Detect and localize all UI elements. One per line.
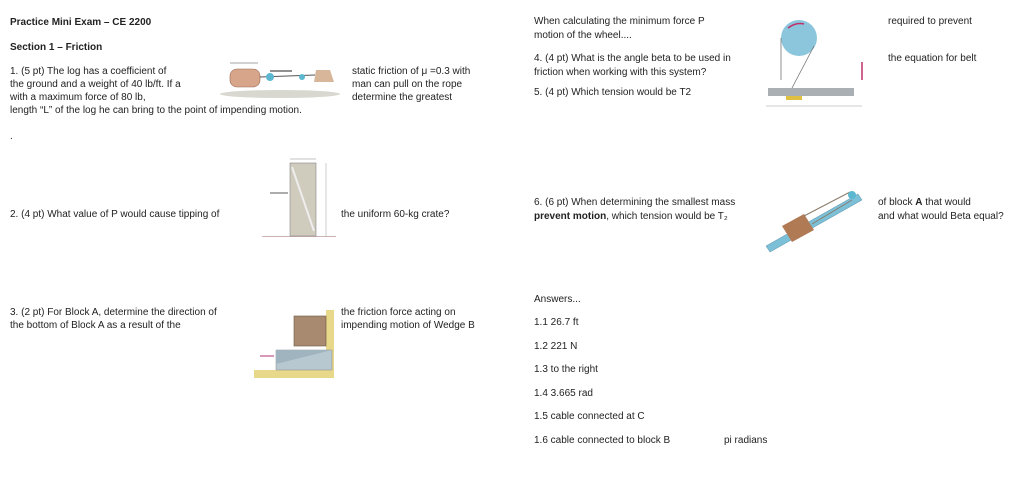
q6-right-a: of block <box>878 197 916 208</box>
q1-text-left-2: the ground and a weight of 40 lb/ft. If a <box>10 79 181 90</box>
section-heading: Section 1 – Friction <box>10 42 103 53</box>
q3-text-right-2: impending motion of Wedge B <box>341 320 475 331</box>
q2-text-right: the uniform 60-kg crate? <box>341 209 450 220</box>
q4-text-2: friction when working with this system? <box>534 67 707 78</box>
q4-text-1: 4. (4 pt) What is the angle beta to be used in <box>534 53 731 64</box>
wheel-intro-2: motion of the wheel.... <box>534 30 632 41</box>
answer-extra: pi radians <box>724 435 768 446</box>
crate-figure <box>260 155 338 237</box>
q4-text-right: the equation for belt <box>888 53 977 64</box>
q1-text-left-1: 1. (5 pt) The log has a coefficient of <box>10 66 167 77</box>
log-figure <box>220 58 344 102</box>
wheel-figure <box>766 18 876 118</box>
wedge-figure <box>252 310 336 380</box>
q6-text-right-1 <box>878 196 971 209</box>
answer-item: 1.5 cable connected at C <box>534 411 645 422</box>
q3-text-left-2: the bottom of Block A as a result of the <box>10 320 181 331</box>
answer-item: 1.4 3.665 rad <box>534 388 593 399</box>
q1-text-left-3: with a maximum force of 80 lb, <box>10 92 146 103</box>
q3-text-left-1: 3. (2 pt) For Block A, determine the direction of <box>10 307 217 318</box>
q1-text-last: length “L” of the log he can bring to the point of impending motion. <box>10 105 302 116</box>
q6-right-c: that would <box>922 197 971 208</box>
q6-text-2-rest: , which tension would be T₂ <box>606 211 728 222</box>
document-title: Practice Mini Exam – CE 2200 <box>10 17 152 28</box>
q3-text-right-1: the friction force acting on <box>341 307 456 318</box>
q5-text: 5. (4 pt) Which tension would be T2 <box>534 87 692 98</box>
answer-item: 1.2 221 N <box>534 341 578 352</box>
answer-item: 1.1 26.7 ft <box>534 317 579 328</box>
incline-figure <box>762 180 872 266</box>
q6-text-right-2: and what would Beta equal? <box>878 211 1004 222</box>
q1-text-right-1: static friction of μ =0.3 with <box>352 66 471 77</box>
q1-text-right-2: man can pull on the rope <box>352 79 463 90</box>
q6-right-bold-a: A <box>915 197 923 208</box>
answer-item: 1.6 cable connected to block B <box>534 435 671 446</box>
q6-bold-phrase: prevent motion <box>534 211 607 222</box>
answers-heading: Answers... <box>534 294 581 305</box>
stray-dot: . <box>10 131 13 142</box>
q6-text-2 <box>534 210 728 223</box>
q1-text-right-3: determine the greatest <box>352 92 453 103</box>
wheel-intro-1: When calculating the minimum force P <box>534 16 705 27</box>
answer-item: 1.3 to the right <box>534 364 598 375</box>
q2-text-left: 2. (4 pt) What value of P would cause tipping of <box>10 209 220 220</box>
q6-text-1: 6. (6 pt) When determining the smallest mass <box>534 197 736 208</box>
wheel-intro-right: required to prevent <box>888 16 972 27</box>
